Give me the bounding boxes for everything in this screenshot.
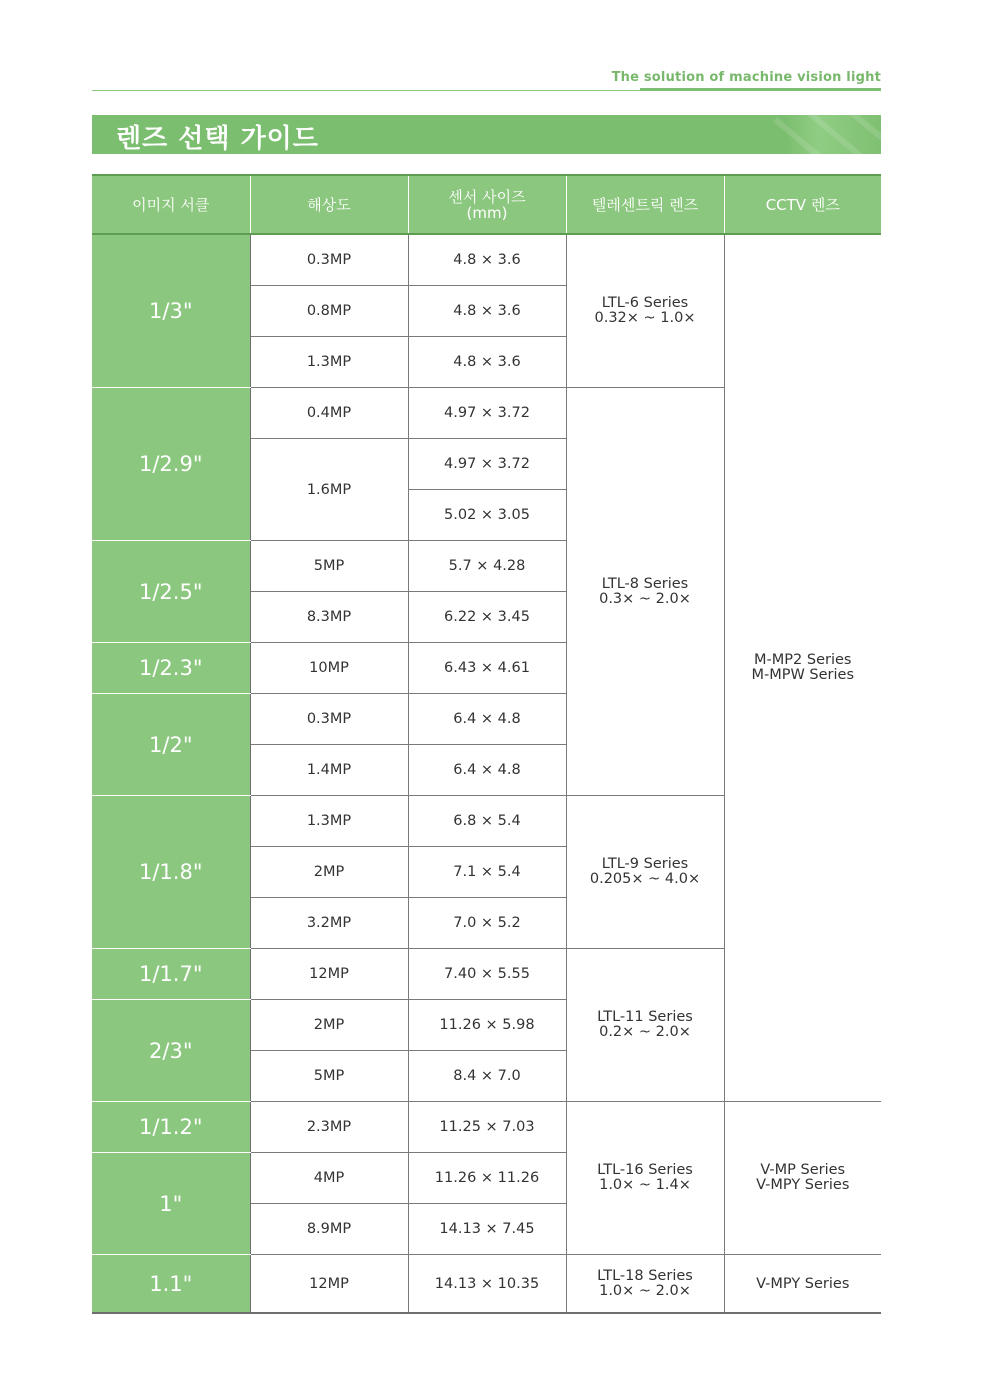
resolution-cell: 12MP	[250, 1255, 408, 1314]
page-title: 렌즈 선택 가이드	[116, 124, 319, 154]
resolution-cell: 4MP	[250, 1153, 408, 1204]
resolution-cell: 0.3MP	[250, 694, 408, 745]
sensor-cell: 6.8 × 5.4	[408, 796, 566, 847]
sensor-cell: 14.13 × 10.35	[408, 1255, 566, 1314]
sensor-cell: 7.40 × 5.55	[408, 949, 566, 1000]
header-resolution: 해상도	[250, 175, 408, 234]
tagline-underline	[640, 88, 881, 91]
telecentric-range: 1.0× ~ 1.4×	[599, 1177, 691, 1193]
table-row	[92, 1255, 881, 1314]
resolution-cell: 0.3MP	[250, 234, 408, 286]
header-telecentric-lens: 텔레센트릭 렌즈	[566, 175, 724, 234]
header-cctv-lens: CCTV 렌즈	[724, 175, 881, 234]
telecentric-cell	[566, 1255, 724, 1314]
lens-guide-table	[92, 174, 881, 1314]
format-cell: 1/3"	[92, 234, 250, 388]
telecentric-series: LTL-6 Series	[601, 295, 689, 311]
resolution-cell: 8.9MP	[250, 1204, 408, 1255]
format-cell: 2/3"	[92, 1000, 250, 1102]
sensor-cell: 4.97 × 3.72	[408, 388, 566, 439]
sensor-cell: 7.1 × 5.4	[408, 847, 566, 898]
title-bar	[92, 115, 881, 154]
resolution-cell: 5MP	[250, 541, 408, 592]
header-sensor-size-label: 센서 사이즈	[448, 187, 526, 206]
format-cell: 1"	[92, 1153, 250, 1255]
resolution-cell: 1.3MP	[250, 796, 408, 847]
sensor-cell: 6.4 × 4.8	[408, 694, 566, 745]
telecentric-series: LTL-9 Series	[601, 856, 689, 872]
format-cell: 1/2.5"	[92, 541, 250, 643]
table-header-row	[92, 175, 881, 234]
telecentric-cell	[566, 796, 724, 949]
resolution-cell: 5MP	[250, 1051, 408, 1102]
table-row	[92, 1102, 881, 1153]
format-cell: 1/1.7"	[92, 949, 250, 1000]
format-cell: 1/2.9"	[92, 388, 250, 541]
telecentric-range: 0.205× ~ 4.0×	[589, 871, 701, 887]
telecentric-range: 0.32× ~ 1.0×	[594, 310, 696, 326]
resolution-cell: 1.4MP	[250, 745, 408, 796]
telecentric-cell	[566, 388, 724, 796]
format-cell: 1/1.2"	[92, 1102, 250, 1153]
telecentric-range: 1.0× ~ 2.0×	[599, 1282, 691, 1299]
sensor-cell: 7.0 × 5.2	[408, 898, 566, 949]
cctv-cell	[724, 1102, 881, 1255]
resolution-cell: 2MP	[250, 1000, 408, 1051]
sensor-cell: 11.26 × 5.98	[408, 1000, 566, 1051]
header-image-circle: 이미지 서클	[92, 175, 250, 234]
cctv-cell: V-MPY Series	[724, 1255, 881, 1314]
resolution-cell: 12MP	[250, 949, 408, 1000]
cctv-series: V-MP Series	[760, 1162, 846, 1178]
resolution-cell: 2MP	[250, 847, 408, 898]
sensor-cell: 5.02 × 3.05	[408, 490, 566, 541]
sensor-cell: 11.25 × 7.03	[408, 1102, 566, 1153]
resolution-cell: 2.3MP	[250, 1102, 408, 1153]
sensor-cell: 6.4 × 4.8	[408, 745, 566, 796]
telecentric-cell	[566, 234, 724, 388]
cctv-series: M-MP2 Series	[754, 652, 852, 668]
sensor-cell: 4.97 × 3.72	[408, 439, 566, 490]
sensor-cell: 4.8 × 3.6	[408, 286, 566, 337]
header-sensor-size	[408, 175, 566, 234]
telecentric-series: LTL-11 Series	[597, 1009, 693, 1025]
sensor-cell: 8.4 × 7.0	[408, 1051, 566, 1102]
resolution-cell: 0.8MP	[250, 286, 408, 337]
format-cell: 1/1.8"	[92, 796, 250, 949]
telecentric-range: 0.3× ~ 2.0×	[599, 590, 691, 607]
format-cell: 1/2.3"	[92, 643, 250, 694]
format-cell: 1.1"	[92, 1255, 250, 1314]
cctv-series: V-MPY Series	[756, 1177, 850, 1193]
sensor-cell: 4.8 × 3.6	[408, 337, 566, 388]
header-sensor-size-unit: (mm)	[466, 203, 508, 222]
telecentric-series: LTL-18 Series	[597, 1267, 693, 1284]
telecentric-series: LTL-8 Series	[601, 575, 689, 592]
telecentric-cell	[566, 949, 724, 1102]
cctv-cell	[724, 234, 881, 1102]
title-decoration	[771, 115, 881, 154]
sensor-cell: 6.22 × 3.45	[408, 592, 566, 643]
telecentric-series: LTL-16 Series	[597, 1162, 693, 1178]
telecentric-cell	[566, 1102, 724, 1255]
resolution-cell: 1.3MP	[250, 337, 408, 388]
resolution-cell: 0.4MP	[250, 388, 408, 439]
resolution-cell: 1.6MP	[250, 439, 408, 541]
sensor-cell: 4.8 × 3.6	[408, 234, 566, 286]
sensor-cell: 5.7 × 4.28	[408, 541, 566, 592]
table-row	[92, 234, 881, 286]
cctv-series: M-MPW Series	[751, 667, 855, 683]
resolution-cell: 8.3MP	[250, 592, 408, 643]
resolution-cell: 10MP	[250, 643, 408, 694]
sensor-cell: 14.13 × 7.45	[408, 1204, 566, 1255]
telecentric-range: 0.2× ~ 2.0×	[599, 1024, 691, 1040]
sensor-cell: 6.43 × 4.61	[408, 643, 566, 694]
header-tagline: The solution of machine vision light	[611, 70, 881, 85]
format-cell: 1/2"	[92, 694, 250, 796]
resolution-cell: 3.2MP	[250, 898, 408, 949]
sensor-cell: 11.26 × 11.26	[408, 1153, 566, 1204]
